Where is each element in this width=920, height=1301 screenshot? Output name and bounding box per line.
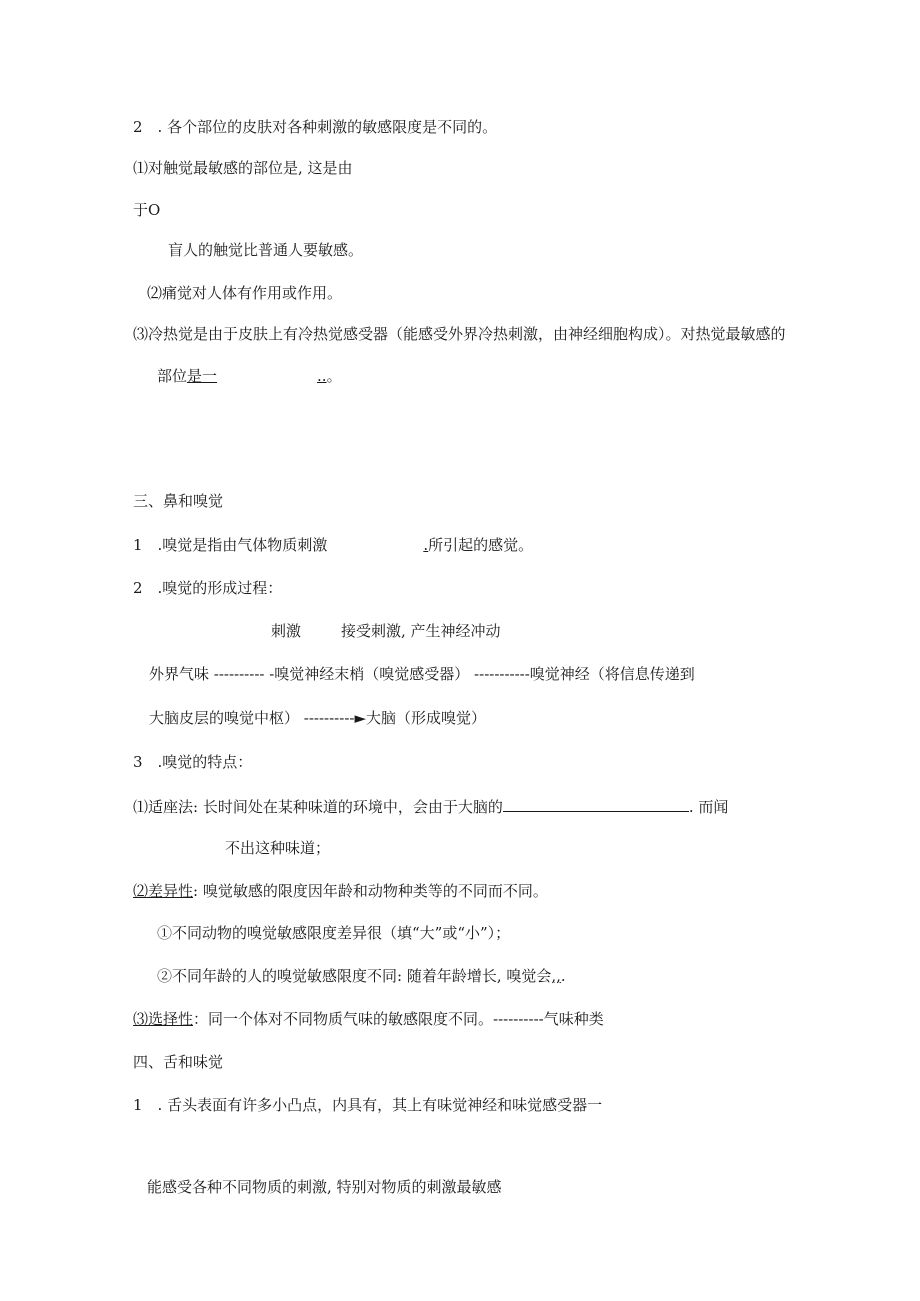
smell-item-3: 3 .嗅觉的特点： — [133, 753, 253, 771]
text-fragment: . — [560, 967, 566, 985]
text-fragment: ②不同年龄的人的嗅觉敏感限度不同: 随着年龄增长, 嗅觉会 — [157, 967, 552, 985]
text-fragment: 部位 — [157, 367, 188, 385]
item-2-skin-sensitivity: 2 . 各个部位的皮肤对各种刺激的敏感限度是不同的。 — [133, 118, 498, 136]
question-3-continuation — [157, 366, 342, 386]
text-fragment: .. — [317, 367, 327, 385]
feature-1-adaptation — [133, 795, 728, 817]
question-1-touch: ⑴对触觉最敏感的部位是, 这是由 — [133, 159, 353, 177]
question-1-continuation: 于O — [133, 201, 161, 219]
taste-item-1-continuation: 能感受各种不同物质的刺激, 特别对物质的刺激最敏感 — [147, 1178, 502, 1196]
text-fragment: . 而闻 — [688, 798, 729, 816]
section-heading-tongue-taste: 四、舌和味觉 — [133, 1053, 224, 1071]
question-3-heat-cold: ⑶冷热觉是由于皮肤上有冷热觉感受器（能感受外界冷热刺激，由神经细胞构成）。对热觉最敏感的 — [133, 325, 786, 343]
feature-2-animals: ①不同动物的嗅觉敏感限度差异很（填“大”或“小”）； — [157, 924, 511, 942]
answer-mark: ,, — [551, 967, 561, 985]
feature-2-ages — [157, 966, 566, 986]
smell-item-1 — [133, 535, 533, 555]
smell-item-2: 2 .嗅觉的形成过程： — [133, 579, 283, 597]
feature-3-selectivity — [133, 1009, 604, 1029]
feature-2-label: ⑵差异性 — [133, 882, 194, 900]
text-fragment: ：同一个体对不同物质气味的敏感限度不同。----------气味种类 — [193, 1010, 604, 1028]
text-fragment: 1 .嗅觉是指由气体物质刺激 — [133, 536, 328, 554]
question-1-blind-sentence: 盲人的触觉比普通人要敏感。 — [168, 241, 364, 259]
answer-mark: . — [423, 536, 429, 554]
text-fragment: ⑴适座法: 长时间处在某种味道的环境中，会由于大脑的 — [133, 798, 503, 816]
taste-item-1: 1 . 舌头表面有许多小凸点，内具有，其上有味觉神经和味觉感受器一 — [133, 1096, 603, 1114]
section-heading-nose-smell: 三、鼻和嗅觉 — [133, 492, 224, 510]
text-fragment: 。 — [326, 367, 342, 385]
answer-blank — [503, 795, 689, 812]
flow-label-receive: 接受刺激, 产生神经冲动 — [341, 622, 501, 640]
feature-1-continuation: 不出这种味道； — [225, 839, 331, 857]
text-fragment: : 嗅觉敏感的限度因年龄和动物种类等的不同而不同。 — [193, 882, 548, 900]
answer-blank — [187, 367, 327, 385]
text-fragment: 是一 — [187, 367, 218, 385]
feature-2-difference — [133, 881, 548, 901]
flow-label-stimulus: 刺激 — [271, 622, 302, 640]
flow-line-2: 大脑皮层的嗅觉中枢） ----------►大脑（形成嗅觉） — [149, 709, 486, 727]
feature-3-label: ⑶选择性 — [133, 1010, 194, 1028]
question-2-pain: ⑵痛觉对人体有作用或作用。 — [147, 284, 343, 302]
flow-line-1: 外界气味 ---------- -嗅觉神经末梢（嗅觉感受器） -----------嗅觉神经（将信息传递到 — [149, 665, 695, 683]
text-fragment: 所引起的感觉。 — [428, 536, 534, 554]
